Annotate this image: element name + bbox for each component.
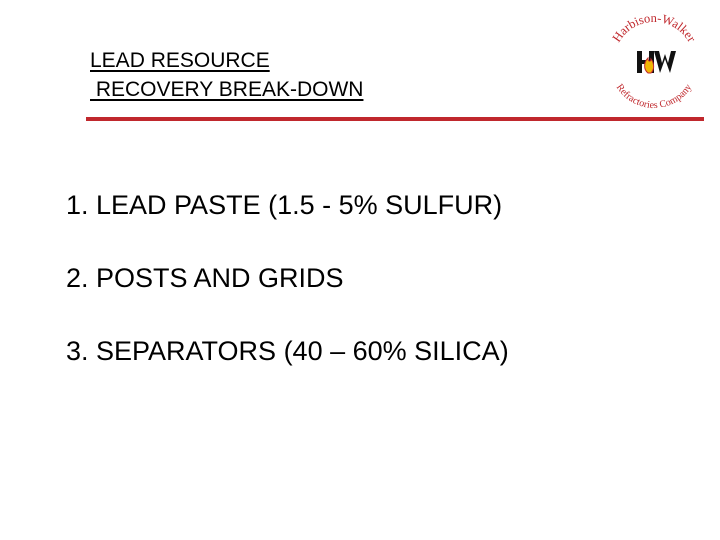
list-item: 3. SEPARATORS (40 – 60% SILICA) bbox=[66, 336, 509, 366]
logo-ring-text-top: Harbison-Walker bbox=[609, 12, 699, 45]
title-line-2: RECOVERY BREAK-DOWN bbox=[90, 78, 364, 101]
title-divider bbox=[86, 117, 704, 121]
logo-monogram bbox=[637, 51, 676, 73]
list-item: 1. LEAD PASTE (1.5 - 5% SULFUR) bbox=[66, 190, 503, 220]
breakdown-list bbox=[66, 187, 509, 406]
title-line-1: LEAD RESOURCE bbox=[90, 49, 270, 72]
list-item: 2. POSTS AND GRIDS bbox=[66, 263, 344, 293]
slide-title bbox=[90, 46, 363, 104]
company-logo bbox=[604, 12, 704, 112]
logo-ring-text-bottom: Refractories Company bbox=[613, 82, 695, 112]
